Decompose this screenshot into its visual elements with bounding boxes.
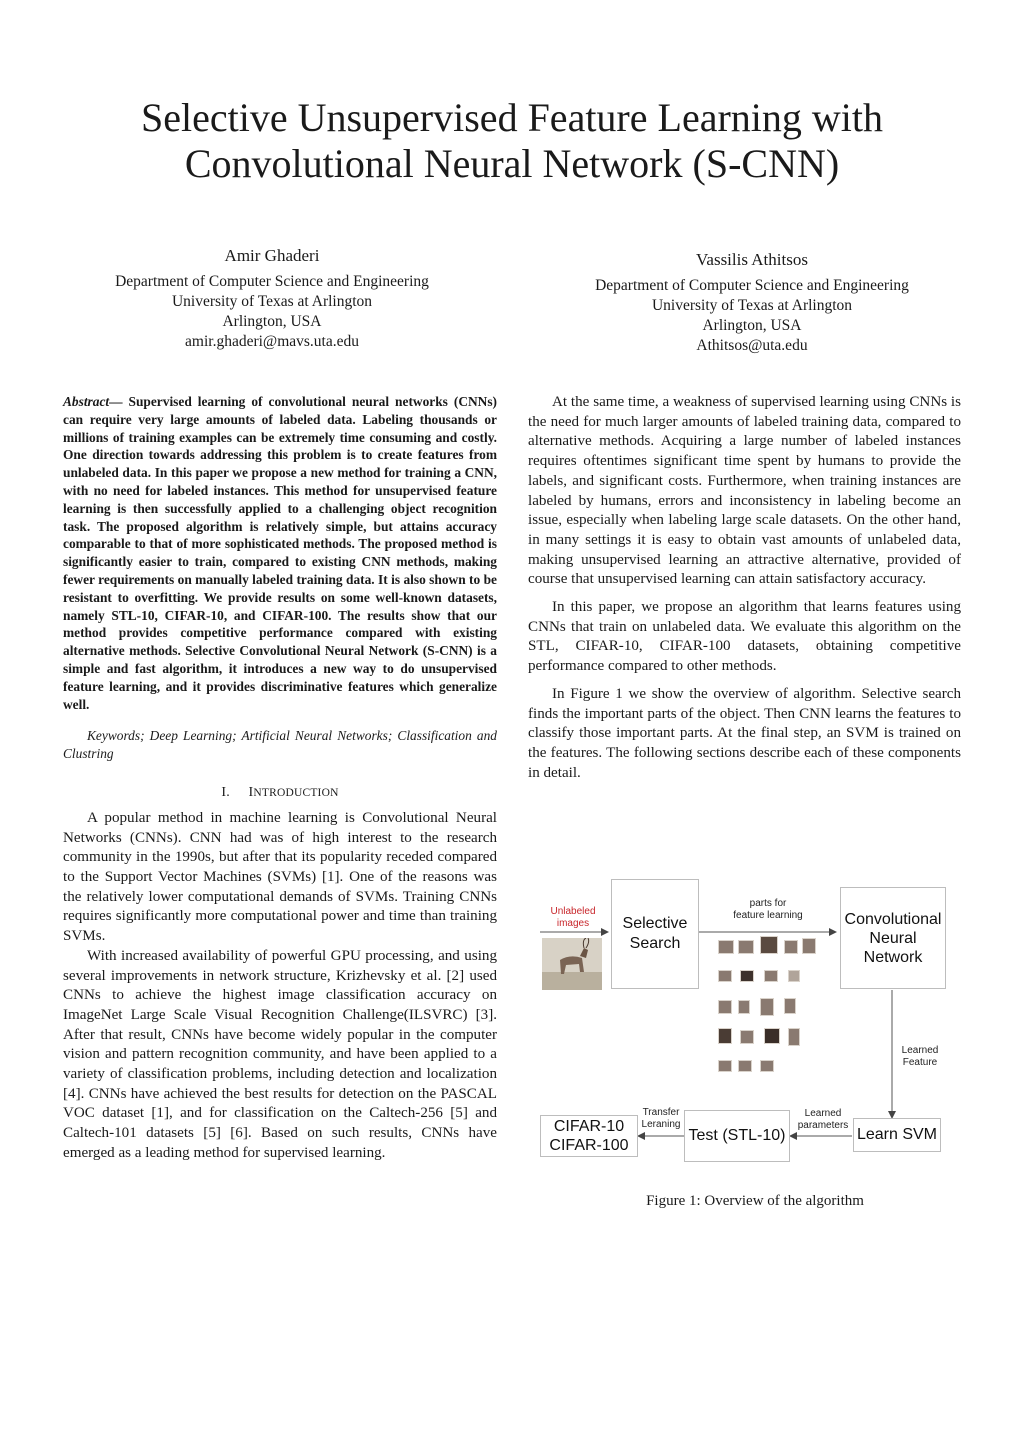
part-thumbnail [764,970,778,982]
part-thumbnail [738,940,754,954]
part-thumbnail [788,970,800,982]
part-thumbnail [760,936,778,954]
test-stl10-label: Test (STL-10) [688,1127,786,1144]
parts-label [698,898,838,922]
learned-parameters-label [792,1108,854,1132]
author-name: Vassilis Athitsos [696,250,808,269]
part-thumbnail [738,1000,750,1014]
cnn-line-2: Neural [869,929,917,947]
learned-params-line-2: parameters [797,1120,849,1131]
right-paragraph-3: In Figure 1 we show the overview of algorithm. Selective search finds the important parts of the object. Then CNN learns the features to classify those important parts. At the final step, an SVM is trained on the features. The following sections describe each of these components in detail. [528,685,961,781]
author-block-2 [540,250,964,356]
part-thumbnail [718,1060,732,1072]
intro-paragraph-2: With increased availability of powerful GPU processing, and using several improvements in network structure, Krizhevsky et al. [2] used CNNs to achieve the highest image classification accuracy on ImageNet Large Scale Visual Recognition Challenge(ILSVRC) [3]. After that result, CNNs have become widely popular in the computer vision and pattern recognition community, and have been applied to a variety of classification problems, including detection and localization [4]. CNNs have achieved the best results for detection on the PASCAL VOC dataset [1], and for classification on the Caltech-256 [5] and Caltech-101 datasets [5] [6]. Based on such results, CNNs have emerged as a leading method for supervised learning. [63,947,497,1161]
cnn-line-1: Convolutional [844,910,942,928]
learned-params-line-1: Learned [804,1108,842,1119]
transfer-line-2: Leraning [641,1119,681,1130]
cnn-line-3: Network [863,948,923,966]
cifar-line-1: CIFAR-10 [553,1118,625,1135]
learn-svm-label: Learn SVM [856,1126,938,1143]
left-column [63,393,497,1164]
cifar-box [540,1115,638,1157]
author-univ: University of Texas at Arlington [171,293,373,310]
part-thumbnail [760,998,774,1016]
part-thumbnail [788,1028,800,1046]
author-block-1 [60,246,484,352]
author-location: Arlington, USA [222,313,322,330]
part-thumbnail [738,1060,752,1072]
part-thumbnail [718,970,732,982]
figure-overview-diagram [538,870,948,1170]
right-column [528,393,961,791]
section-title-rest: NTRODUCTION [253,786,339,799]
part-thumbnail [718,940,734,954]
section-heading-introduction [63,785,497,801]
parts-line-2: feature learning [733,910,803,921]
keywords [63,727,497,763]
part-thumbnail [740,970,754,982]
part-thumbnail [718,1000,732,1014]
paper-title [60,95,964,187]
part-thumbnail [760,1060,774,1072]
learned-feature-label [894,1045,946,1069]
author-email[interactable]: amir.ghaderi@mavs.uta.edu [185,333,359,350]
part-thumbnail [802,938,816,954]
abstract-dash: — [109,394,123,409]
unlabeled-image-thumbnail [542,938,602,990]
intro-paragraph-1: A popular method in machine learning is Convolutional Neural Networks (CNNs). CNN had was of high interest to the research community in the 1990s, but after that its popularity receded compared to the Support Vector Machines (SVMs) [1]. One of the reasons was the relatively lower computational demands of SVMs. Training CNNs requires significantly more computational power and time than training SVMs. [63,809,497,945]
author-univ: University of Texas at Arlington [651,297,853,314]
transfer-learning-label [636,1107,686,1131]
learned-feature-line-2: Feature [902,1057,938,1068]
learn-svm-box [853,1118,941,1152]
section-title-first: I [248,784,254,800]
part-thumbnail [718,1028,732,1044]
abstract [63,393,497,713]
right-paragraph-2: In this paper, we propose an algorithm that learns features using CNNs that train on unlabeled data. We evaluate this algorithm on the STL, CIFAR-10, CIFAR-100 datasets, obtaining competitive performance compared to other methods. [528,599,961,675]
selective-search-box [611,879,699,989]
author-dept: Department of Computer Science and Engineering [595,277,909,294]
parts-line-1: parts for [749,898,787,909]
section-number: I. [221,784,230,800]
author-email[interactable]: Athitsos@uta.edu [696,337,808,354]
title-line-2: Convolutional Neural Network (S-CNN) [184,141,840,186]
author-name: Amir Ghaderi [224,246,320,265]
keywords-label: Keywords; [87,728,145,744]
unlabeled-images-label [538,906,608,930]
selective-line-1: Selective [622,915,688,932]
unlabeled-line-2: images [556,918,590,929]
part-thumbnail [764,1028,780,1044]
author-dept: Department of Computer Science and Engineering [115,273,429,290]
figure-caption: Figure 1: Overview of the algorithm [646,1193,864,1209]
part-thumbnail [740,1030,754,1044]
selective-line-2: Search [629,935,681,952]
right-paragraph-1: At the same time, a weakness of supervised learning using CNNs is the need for much larger amounts of labeled training data, compared to alternative methods. Acquiring a large number of labeled instances requires oftentimes significant time spent by humans to provide the labels, and significant costs. Furthermore, when training instances are labeled by humans, errors and inconsistency in labeling become an issue, especially when labeling large scale datasets. On the other hand, in many settings it is easy to obtain vast amounts of unlabeled data, making unsupervised learning an attractive alternative, provided of course that unsupervised learning can attain satisfactory accuracy. [528,394,961,588]
unlabeled-line-1: Unlabeled [550,906,596,917]
cifar-line-2: CIFAR-100 [549,1137,629,1154]
cnn-box [840,887,946,989]
learned-feature-line-1: Learned [901,1045,939,1056]
abstract-text: Supervised learning of convolutional neural networks (CNNs) can require very large amounts of labeled data. Labeling thousands or millions of training examples can be extremely time consuming and costly. One direction towards addressing this problem is to create features from unlabeled data. In this paper we propose a new method for training a CNN, with no need for labeled instances. This method for unsupervised feature learning is then successfully applied to a challenging object recognition task. The proposed algorithm is relatively simple, but attains accuracy comparable to that of more sophisticated methods. The proposed method is significantly easier to train, compared to existing CNN methods, making fewer requirements on manually labeled training data. It is also shown to be resistant to overfitting. We provide results on some well-known datasets, namely STL-10, CIFAR-10, and CIFAR-100. The results show that our method provides competitive performance compared with existing alternative methods. Selective Convolutional Neural Network (S-CNN) is a simple and fast algorithm, it introduces a new way to do unsupervised feature learning, and it provides discriminative features which generalize well. [63,394,497,712]
part-thumbnail [784,998,796,1014]
keywords-text: Deep Learning; Artificial Neural Networks; Classification and Clustring [63,728,497,762]
title-line-1: Selective Unsupervised Feature Learning with [141,95,883,140]
transfer-line-1: Transfer [642,1107,680,1118]
abstract-label: Abstract [63,394,110,409]
author-location: Arlington, USA [702,317,802,334]
part-thumbnail [784,940,798,954]
test-stl10-box [684,1110,790,1162]
